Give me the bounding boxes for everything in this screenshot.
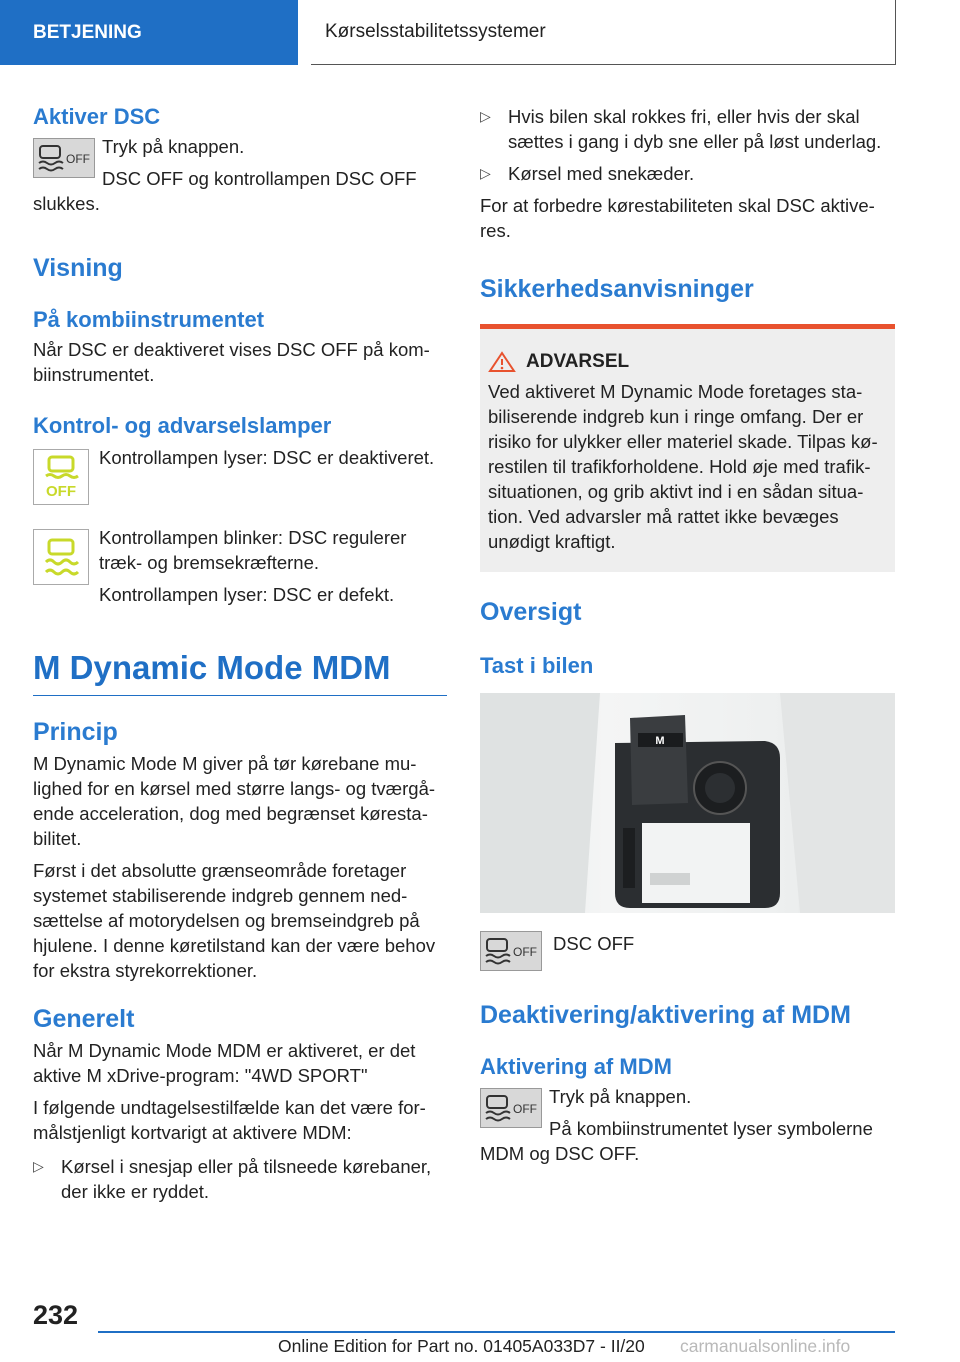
bullet-triangle-icon: ▷ [480, 165, 491, 181]
warning-title: ADVARSEL [526, 351, 630, 372]
warning-header [488, 351, 887, 373]
svg-text:M: M [655, 735, 665, 747]
princip-p2: Først i det absolutte grænseområde foretager systemet stabiliserende indgreb gennem ned-sættelse af motorydelsen og bremseindgreb på hjulene. I denne køretilstand kan der være behov for ekstra styrekorrektioner. [33, 860, 436, 981]
footer-divider [98, 1331, 895, 1333]
page-number: 232 [33, 1300, 79, 1330]
akt-mdm-row [480, 1084, 895, 1141]
mdm-title: M Dynamic Mode MDM [33, 649, 447, 696]
bullet-item [480, 104, 895, 154]
lamp2-text: Kontrollampen blinker: DSC regulerer træk- og bremsekræfterne. [99, 527, 407, 573]
aktiver-step2: DSC OFF og kontrollampen DSC OFF [102, 168, 417, 189]
princip-p1: M Dynamic Mode M giver på tør kørebane mu-lighed for en kørsel med større langs- og tværgå-ende acceleration, dog med begrænset køresta-bilitet. [33, 753, 436, 849]
kombi-paragraph: Når DSC er deaktiveret vises DSC OFF på kom-biinstrumentet. [33, 339, 430, 385]
dsc-lamp-icon [33, 529, 89, 585]
deakt-title: Deaktivering/aktivering af MDM [480, 1001, 851, 1029]
chapter-title: Kørselsstabilitetssystemer [325, 21, 546, 42]
svg-text:OFF: OFF [513, 1102, 537, 1116]
akt-step1: Tryk på knappen. [549, 1086, 692, 1107]
tast-title: Tast i bilen [480, 653, 594, 678]
warning-text: Ved aktiveret M Dynamic Mode foretages sta-biliserende indgreb kun i ringe omfang. Der er risiko for ulykker eller materiel skade. Tilpas kø-restilen til trafikforholdene. Hold øje med trafik-situationen, og grib aktivt ind i en sådan situa-tion. Ved advarsler må rattet ikke bevæges unødigt kraftigt. [488, 381, 878, 552]
lamp2-row [33, 525, 447, 607]
aktiver-dsc-title: Aktiver DSC [33, 104, 161, 129]
dsc-off-lamp-icon [33, 449, 89, 505]
svg-text:OFF: OFF [66, 152, 90, 166]
svg-text:OFF: OFF [46, 483, 76, 500]
lamp1-row [33, 449, 447, 505]
princip-title: Princip [33, 718, 118, 746]
dsc-off-label: DSC OFF [553, 933, 635, 954]
header-chapter [311, 0, 896, 65]
section-title: BETJENING [33, 21, 142, 43]
bullet-item [33, 1154, 447, 1204]
bullet1-text: Kørsel i snesjap eller på tilsneede kørebaner, der ikke er ryddet. [61, 1156, 432, 1202]
watermark: carmanualsonline.info [680, 1336, 851, 1356]
warning-triangle-icon [488, 351, 516, 373]
akt-step2: På kombiinstrumentet lyser symbolerne [549, 1118, 873, 1139]
akt-step2-cont: MDM og DSC OFF. [480, 1143, 640, 1164]
center-console-photo [480, 693, 895, 913]
left-column [33, 100, 447, 1204]
visning-title: Visning [33, 254, 123, 282]
dsc-off-button-icon [480, 931, 542, 971]
sikkerhed-title: Sikkerhedsanvisninger [480, 275, 754, 303]
generelt-p2: I følgende undtagelsestilfælde kan det være for-målstjenligt kortvarigt at aktivere MDM: [33, 1097, 426, 1143]
dsc-off-button-icon [33, 138, 95, 178]
aktiver-step1: Tryk på knappen. [102, 136, 245, 157]
right-column [480, 100, 895, 1166]
bullet3-text: Kørsel med snekæder. [508, 163, 695, 184]
bullet-item [480, 161, 895, 186]
kombi-title: På kombiinstrumentet [33, 307, 265, 332]
edition-text: Online Edition for Part no. 01405A033D7 - II/20 [278, 1336, 645, 1356]
warning-box [480, 324, 895, 572]
header-section [0, 0, 298, 65]
lamp2-text2: Kontrollampen lyser: DSC er defekt. [99, 584, 395, 605]
aktiver-step2-cont: slukkes. [33, 193, 100, 214]
dsc-off-row [480, 931, 895, 971]
bullet2-text: Hvis bilen skal rokkes fri, eller hvis der skal sættes i gang i dyb sne eller på løst underlag. [508, 106, 882, 152]
forbedre-paragraph: For at forbedre kørestabiliteten skal DSC aktive-res. [480, 195, 875, 241]
kontrol-title: Kontrol- og advarselslamper [33, 413, 332, 438]
lamp1-text: Kontrollampen lyser: DSC er deaktiveret. [99, 447, 435, 468]
generelt-title: Generelt [33, 1005, 135, 1033]
akt-mdm-title: Aktivering af MDM [480, 1054, 672, 1079]
dsc-off-button-row [33, 134, 447, 191]
svg-text:OFF: OFF [513, 945, 537, 959]
bullet-triangle-icon: ▷ [33, 1158, 44, 1174]
oversigt-title: Oversigt [480, 598, 582, 626]
dsc-off-button-icon [480, 1088, 542, 1128]
generelt-p1: Når M Dynamic Mode MDM er aktiveret, er det aktive M xDrive-program: "4WD SPORT" [33, 1040, 416, 1086]
bullet-triangle-icon: ▷ [480, 108, 491, 124]
